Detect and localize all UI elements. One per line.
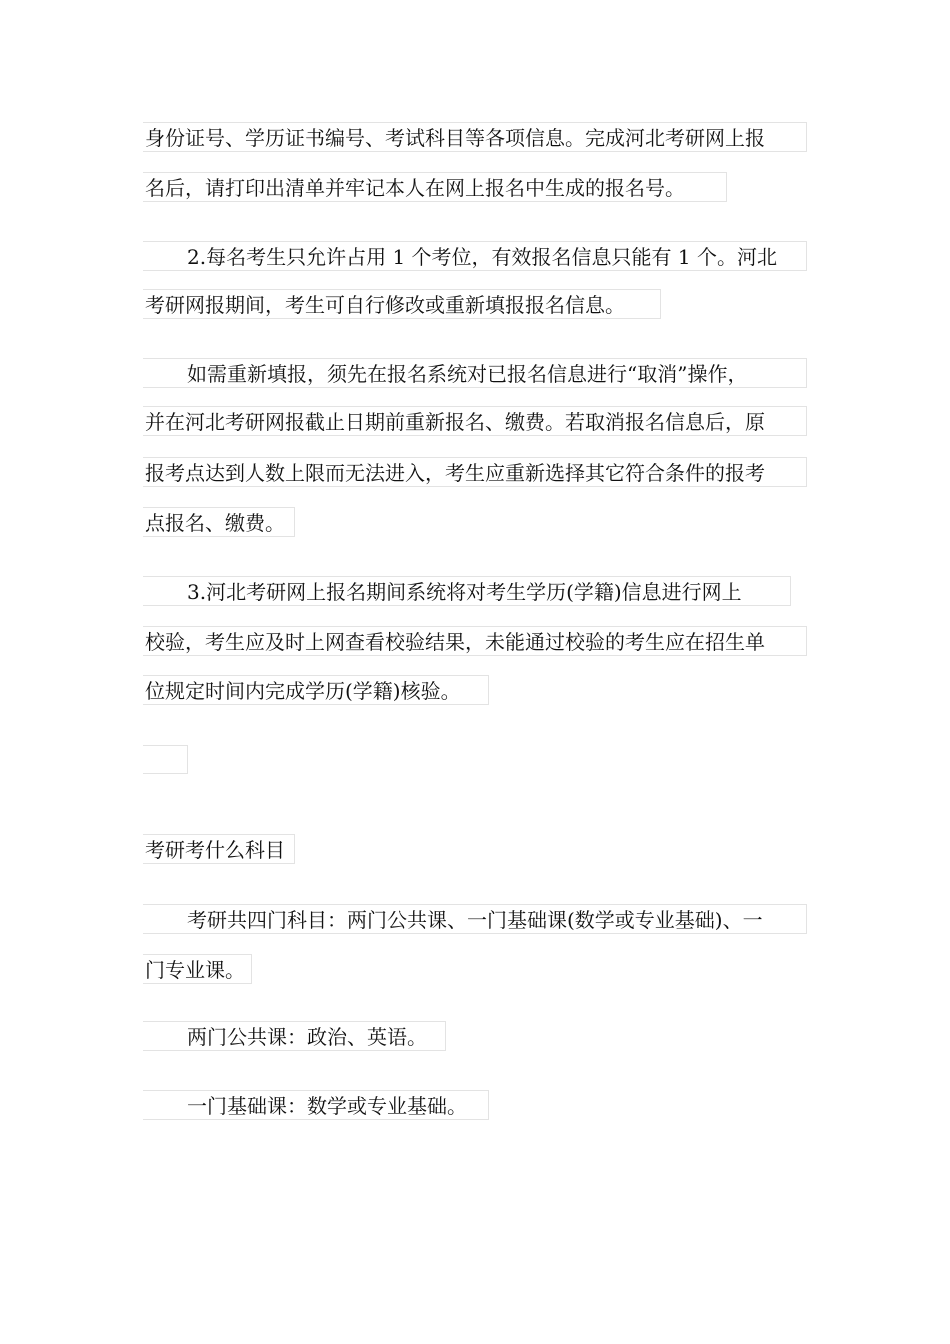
paragraph-2-line-1: 2.每名考生只允许占用 1 个考位，有效报名信息只能有 1 个。河北 <box>143 241 807 271</box>
paragraph-1-line-1: 身份证号、学历证书编号、考试科目等各项信息。完成河北考研网上报 <box>143 122 807 152</box>
paragraph-4-line-1: 3.河北考研网上报名期间系统将对考生学历(学籍)信息进行网上 <box>143 576 791 606</box>
paragraph-3-line-3: 报考点达到人数上限而无法进入，考生应重新选择其它符合条件的报考 <box>143 457 807 487</box>
paragraph-5-line-2: 门专业课。 <box>143 954 252 984</box>
paragraph-4-line-2: 校验，考生应及时上网查看校验结果，未能通过校验的考生应在招生单 <box>143 626 807 656</box>
paragraph-2-line-2: 考研网报期间，考生可自行修改或重新填报报名信息。 <box>143 289 661 319</box>
empty-line-box <box>143 745 188 774</box>
paragraph-7: 一门基础课：数学或专业基础。 <box>143 1090 489 1120</box>
paragraph-3-line-4: 点报名、缴费。 <box>143 507 295 537</box>
paragraph-4-line-3: 位规定时间内完成学历(学籍)核验。 <box>143 675 489 705</box>
paragraph-1-line-2: 名后，请打印出清单并牢记本人在网上报名中生成的报名号。 <box>143 172 727 202</box>
paragraph-6: 两门公共课：政治、英语。 <box>143 1021 446 1051</box>
section-heading: 考研考什么科目 <box>143 834 295 864</box>
paragraph-3-line-2: 并在河北考研网报截止日期前重新报名、缴费。若取消报名信息后，原 <box>143 406 807 436</box>
paragraph-5-line-1: 考研共四门科目：两门公共课、一门基础课(数学或专业基础)、一 <box>143 904 807 934</box>
paragraph-3-line-1: 如需重新填报，须先在报名系统对已报名信息进行“取消”操作， <box>143 358 807 388</box>
